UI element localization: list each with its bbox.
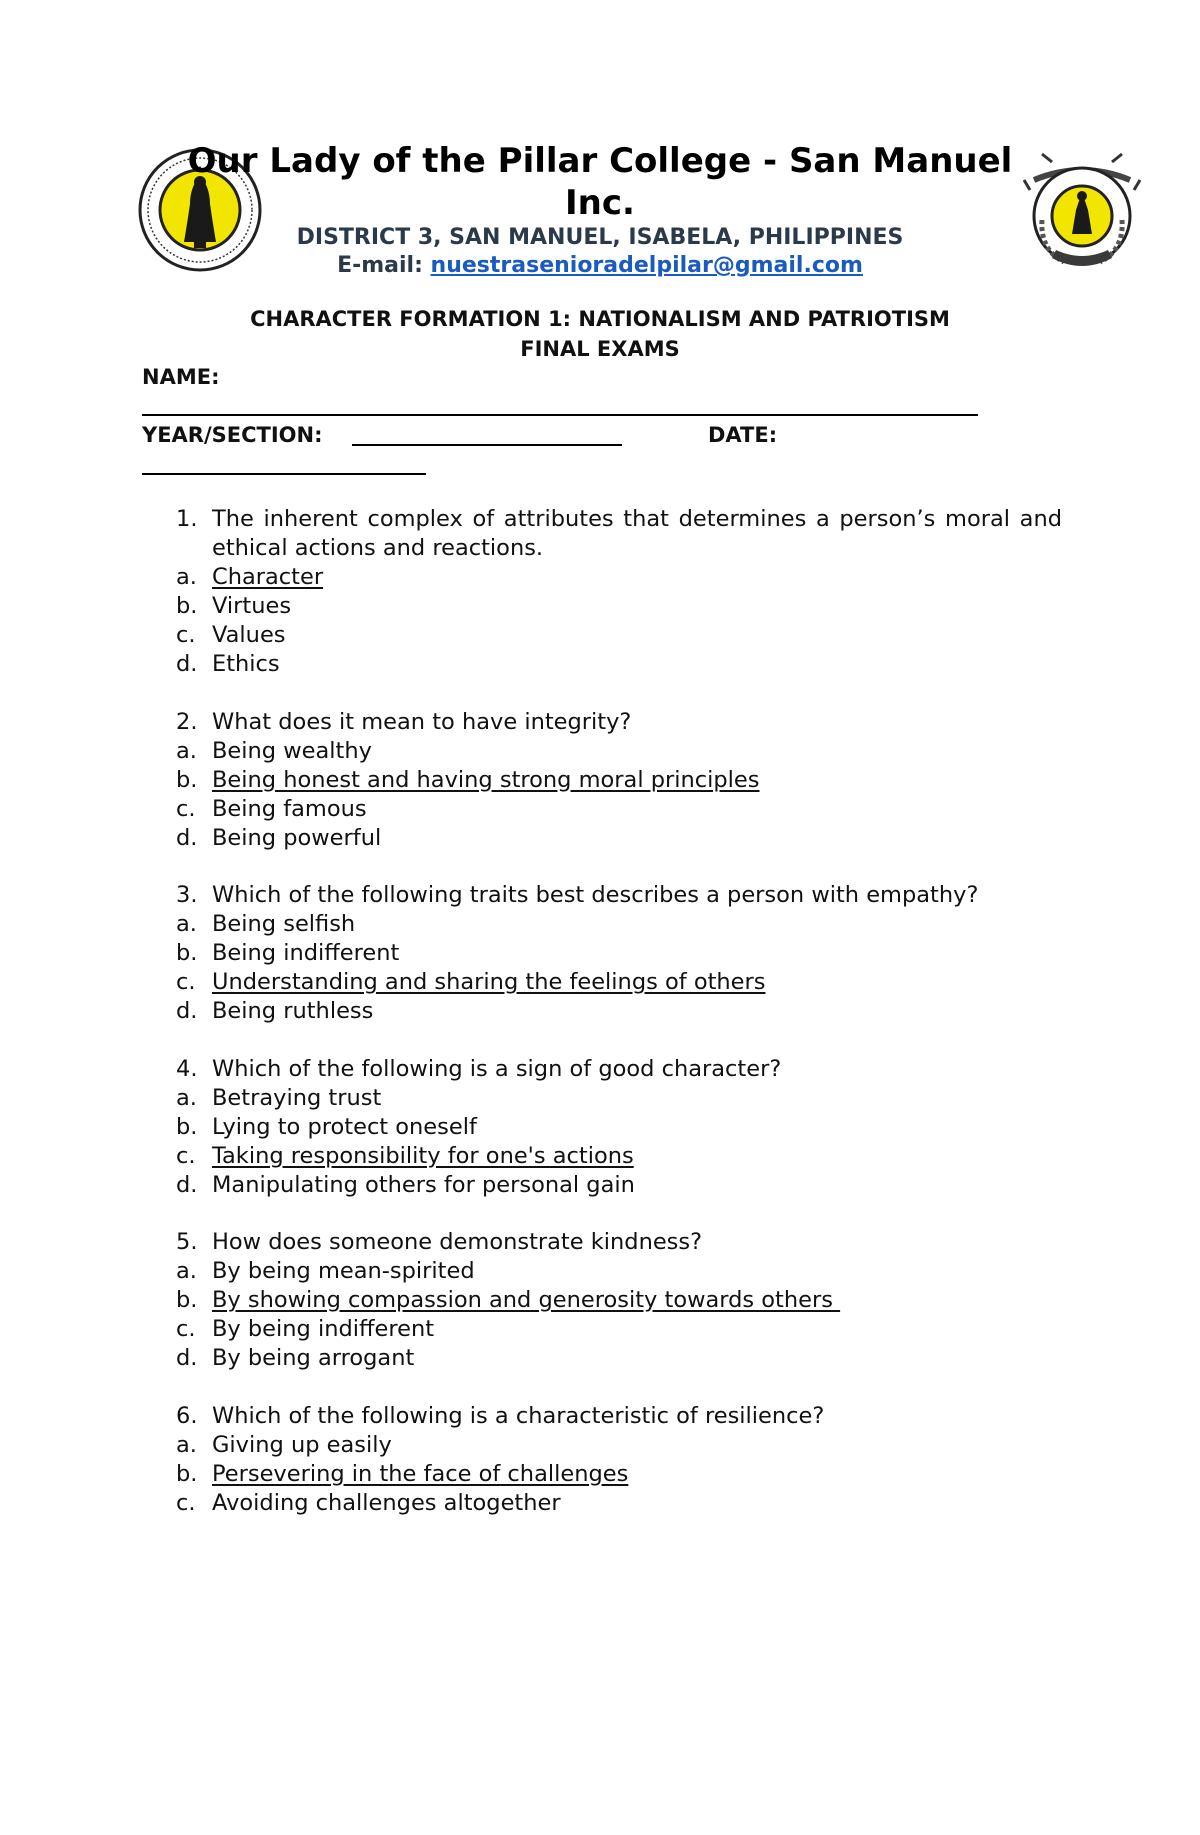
question-stem [176, 1055, 1062, 1084]
option-letter: d. [176, 1171, 198, 1198]
option-letter: c. [176, 1489, 196, 1516]
option-text-correct: Persevering in the face of challenges [212, 1460, 629, 1487]
course-title: CHARACTER FORMATION 1: NATIONALISM AND PATRIOTISM [250, 307, 950, 331]
option-text: Lying to protect oneself [212, 1113, 477, 1140]
option-text-correct: Being honest and having strong moral principles [212, 766, 760, 793]
question-item [176, 1402, 1062, 1518]
question-stem [176, 1402, 1062, 1431]
option-letter: a. [176, 564, 197, 590]
question-number: 1. [176, 506, 198, 532]
option-text: Giving up easily [212, 1431, 392, 1458]
answer-option[interactable] [176, 1460, 1062, 1489]
question-item [176, 1228, 1062, 1373]
option-text: By being mean-spirited [212, 1258, 475, 1284]
option-text: Betraying trust [212, 1084, 382, 1111]
option-letter: d. [176, 1345, 198, 1371]
option-text-correct: Understanding and sharing the feelings of others [212, 969, 766, 995]
question-text: Which of the following traits best describes a person with empathy? [212, 882, 979, 908]
question-item [176, 1055, 1062, 1200]
option-letter: b. [176, 1460, 198, 1487]
name-blank-line[interactable] [142, 414, 978, 416]
answer-option[interactable] [176, 1431, 1062, 1460]
answer-option[interactable] [176, 1315, 1062, 1344]
question-number: 3. [176, 882, 198, 908]
option-letter: d. [176, 998, 198, 1024]
question-number: 2. [176, 708, 198, 735]
question-stem [176, 708, 1062, 737]
question-item [176, 708, 1062, 853]
option-text: Being ruthless [212, 998, 374, 1024]
answer-option[interactable] [176, 910, 1062, 939]
option-text: Manipulating others for personal gain [212, 1171, 635, 1198]
name-label: NAME: [142, 365, 220, 389]
option-text: Being selfish [212, 911, 356, 937]
year-section-blank-line[interactable] [352, 444, 622, 446]
answer-option[interactable] [176, 766, 1062, 795]
answer-option[interactable] [176, 1344, 1062, 1373]
option-letter: d. [176, 651, 198, 677]
answer-option[interactable] [176, 1286, 1062, 1315]
answer-option[interactable] [176, 1171, 1062, 1200]
option-text: Being powerful [212, 824, 382, 851]
question-stem [176, 505, 1062, 563]
question-list [176, 505, 1062, 1546]
question-number: 5. [176, 1229, 198, 1255]
question-text: How does someone demonstrate kindness? [212, 1229, 703, 1255]
option-letter: b. [176, 593, 198, 619]
school-name: Our Lady of the Pillar College - San Manuel Inc. [187, 141, 1013, 223]
question-stem [176, 1228, 1062, 1257]
option-text: Virtues [212, 593, 292, 619]
question-text: Which of the following is a sign of good character? [212, 1055, 782, 1082]
answer-option[interactable] [176, 592, 1062, 621]
answer-option[interactable] [176, 1084, 1062, 1113]
option-text: Avoiding challenges altogether [212, 1489, 561, 1516]
question-text: What does it mean to have integrity? [212, 708, 632, 735]
option-letter: a. [176, 737, 197, 764]
option-text-correct: Taking responsibility for one's actions [212, 1142, 634, 1169]
option-letter: c. [176, 622, 196, 648]
option-letter: a. [176, 1258, 197, 1284]
answer-option[interactable] [176, 621, 1062, 650]
option-text: Values [212, 622, 286, 648]
answer-option[interactable] [176, 997, 1062, 1026]
option-letter: a. [176, 911, 197, 937]
option-letter: c. [176, 1142, 196, 1169]
option-letter: a. [176, 1431, 197, 1458]
option-letter: b. [176, 1287, 198, 1313]
answer-option[interactable] [176, 795, 1062, 824]
question-item [176, 881, 1062, 1026]
option-letter: d. [176, 824, 198, 851]
date-blank-line[interactable] [142, 473, 426, 475]
answer-option[interactable] [176, 737, 1062, 766]
exam-type: FINAL EXAMS [520, 337, 680, 361]
option-text-correct: By showing compassion and generosity towards others [212, 1287, 841, 1313]
question-text: Which of the following is a characteristic of resilience? [212, 1402, 825, 1429]
date-label: DATE: [708, 423, 778, 447]
option-letter: b. [176, 940, 198, 966]
school-district: DISTRICT 3, SAN MANUEL, ISABELA, PHILIPPINES [296, 225, 904, 250]
option-text: Ethics [212, 651, 280, 677]
option-letter: b. [176, 766, 198, 793]
answer-option[interactable] [176, 939, 1062, 968]
question-text: The inherent complex of attributes that determines a person’s moral and ethical actions and reactions. [212, 506, 1062, 561]
email-line [150, 252, 1050, 280]
answer-option[interactable] [176, 563, 1062, 592]
email-label: E-mail: [337, 253, 431, 278]
question-number: 4. [176, 1055, 198, 1082]
year-section-label: YEAR/SECTION: [142, 423, 323, 447]
question-stem [176, 881, 1062, 910]
option-letter: b. [176, 1113, 198, 1140]
question-number: 6. [176, 1402, 198, 1429]
option-text: By being indifferent [212, 1316, 435, 1342]
answer-option[interactable] [176, 968, 1062, 997]
option-letter: c. [176, 795, 196, 822]
email-link[interactable]: nuestrasenioradelpilar@gmail.com [430, 253, 863, 278]
option-text-correct: Character [212, 564, 324, 590]
answer-option[interactable] [176, 1489, 1062, 1518]
option-letter: c. [176, 969, 196, 995]
option-text: By being arrogant [212, 1345, 415, 1371]
answer-option[interactable] [176, 650, 1062, 679]
option-text: Being wealthy [212, 737, 372, 764]
answer-option[interactable] [176, 1113, 1062, 1142]
option-letter: a. [176, 1084, 197, 1111]
answer-option[interactable] [176, 1257, 1062, 1286]
option-text: Being indifferent [212, 940, 400, 966]
option-letter: c. [176, 1316, 196, 1342]
exam-title-block [150, 304, 1050, 364]
question-item [176, 505, 1062, 679]
answer-option[interactable] [176, 824, 1062, 853]
answer-option[interactable] [176, 1142, 1062, 1171]
option-text: Being famous [212, 795, 367, 822]
